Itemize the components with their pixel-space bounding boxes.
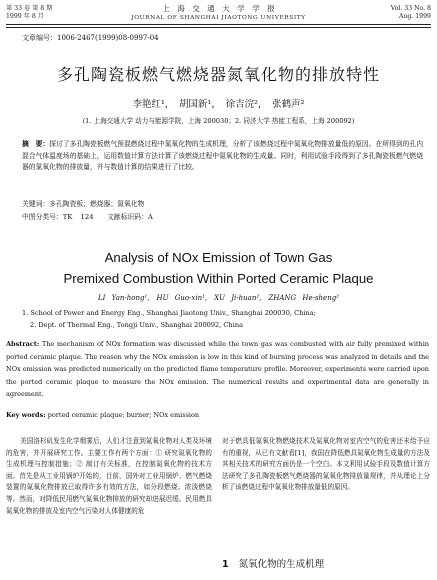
abstract-cn-label: 摘 要：: [22, 140, 50, 148]
paper-title-en-line2: Premixed Combustion Within Ported Ceramic Plaque: [63, 271, 374, 286]
journal-name: [80, 3, 357, 21]
section-heading: [222, 556, 324, 570]
abstract-cn-text: 探讨了多孔陶瓷板燃气预混燃烧过程中氮氧化物的生成机理，分析了该燃烧过程中氮氧化物排放量低的原因。在所得到的孔内混合气体温度场的基础上，运用数值计算方法计算了该燃烧过程中氮氧化物的生成量。同时，利用试验手段得到了多孔陶瓷板燃气燃烧器的氮氧化物的排放量，并与数值计算的结果进行了比较。: [22, 140, 424, 171]
paper-title-cn: 多孔陶瓷板燃气燃烧器氮氧化物的排放特性: [56, 65, 380, 84]
authors-cn: 李艳红¹， 胡国新¹， 徐吉浣²， 张鹤声²: [132, 99, 305, 110]
issue-date: 1999 年 8 月: [6, 13, 44, 20]
abstract-cn: [22, 139, 423, 174]
abstract-en-label: Abstract:: [6, 340, 40, 348]
journal-name-cn: 上 海 交 通 大 学 学 报: [162, 4, 275, 13]
volume-issue-en: Vol. 33 No. 8: [390, 5, 431, 12]
journal-volume-info-en: [391, 5, 431, 21]
article-number: 文章编号：1006-2467(1999)08-0997-04: [22, 34, 159, 42]
header-rule-thick: [6, 24, 431, 25]
header-rule-thin: [6, 27, 431, 28]
authors-en: LI Yan-hong¹, HU Guo-xin¹, XU Ji-huan², ZHANG He-sheng²: [97, 294, 339, 302]
section-number: 1: [222, 559, 229, 570]
affiliation-cn: (1. 上海交通大学 动力与能源学院，上海 200030；2. 同济大学 热能工程系，上海 200092): [82, 117, 355, 125]
affiliation-en-1: 1. School of Power and Energy Eng., Shanghai Jiaotong Univ., Shanghai 200030, China;: [22, 309, 316, 317]
paper-title-en: [0, 247, 437, 289]
journal-name-en: JOURNAL OF SHANGHAI JIAOTONG UNIVERSITY: [131, 15, 306, 21]
keywords-en: [6, 411, 199, 419]
volume-issue: 第 33 卷 第 8 期: [6, 5, 53, 12]
journal-volume-info: [6, 5, 52, 21]
body-column-right: 对于燃具低氮氧化物燃烧技术及氮氧化物对室内空气的危害还未给予应有的重视，从已有文献看[1]，我国在降低燃具氮氧化物生成量的方法及其相关技术的研究方面仍是一个空白。本文利用试验手段及数值计算方法研究了多孔陶瓷板燃气燃烧器的氮氧化物排放量规律，并从理论上分析了该燃烧过程中氮氧化物排放量低的原因。: [222, 437, 430, 492]
keywords-cn: 关键词：多孔陶瓷板；燃烧器；氮氧化物: [22, 200, 145, 208]
keywords-en-text: ported ceramic plaque; burner; NOx emission: [45, 411, 200, 419]
affiliation-en-2: 2. Dept. of Thermal Eng., Tongji Univ., Shanghai 200092, China: [30, 321, 244, 329]
paper-title-en-line1: Analysis of NOx Emission of Town Gas: [104, 250, 333, 265]
affiliation-en: [22, 307, 423, 331]
classification-cn: 中图分类号：TK 124 文献标识码：A: [22, 213, 153, 221]
body-column-left: 美国洛杉矶发生化学烟雾后，人们才注意到氮氧化物对人类及环境的危害，并开展研究工作。主要工作有两个方面：① 研究氮氧化物的生成机理与控制措施；② 制订有关标准，在控制氮氧化物的技术方面。首先是从工业用锅炉开始的，目前，国外对工业用锅炉、燃气燃烧装置的氮氧化物排放已取得许多有效的方法，如分段燃烧、浓淡燃烧等。然而，对降低民用燃气氮氧化物排放的研究却进展迟缓。民用燃具氮氧化物的排放及室内空气污染对人体健康的危: [6, 437, 212, 515]
abstract-en: [6, 338, 429, 401]
abstract-en-text: The mechanism of NOx formation was discussed while the town gas was combusted with air fully premixed within ported ceramic plaque. The reason why the NOx emission is low in this kind of burning process was analyzed in details and the NOx emission was predicted numerically on the predicted flame temperature profile. Moreover, experiments were carried upon the ported ceramic plaque to measure the NOx emission. The numerical results and experimental data are generally in agreement.: [6, 340, 429, 398]
section-title: 氮氧化物的生成机理: [238, 559, 325, 570]
issue-date-en: Aug. 1999: [398, 13, 431, 20]
keywords-en-label: Key words:: [6, 411, 46, 419]
